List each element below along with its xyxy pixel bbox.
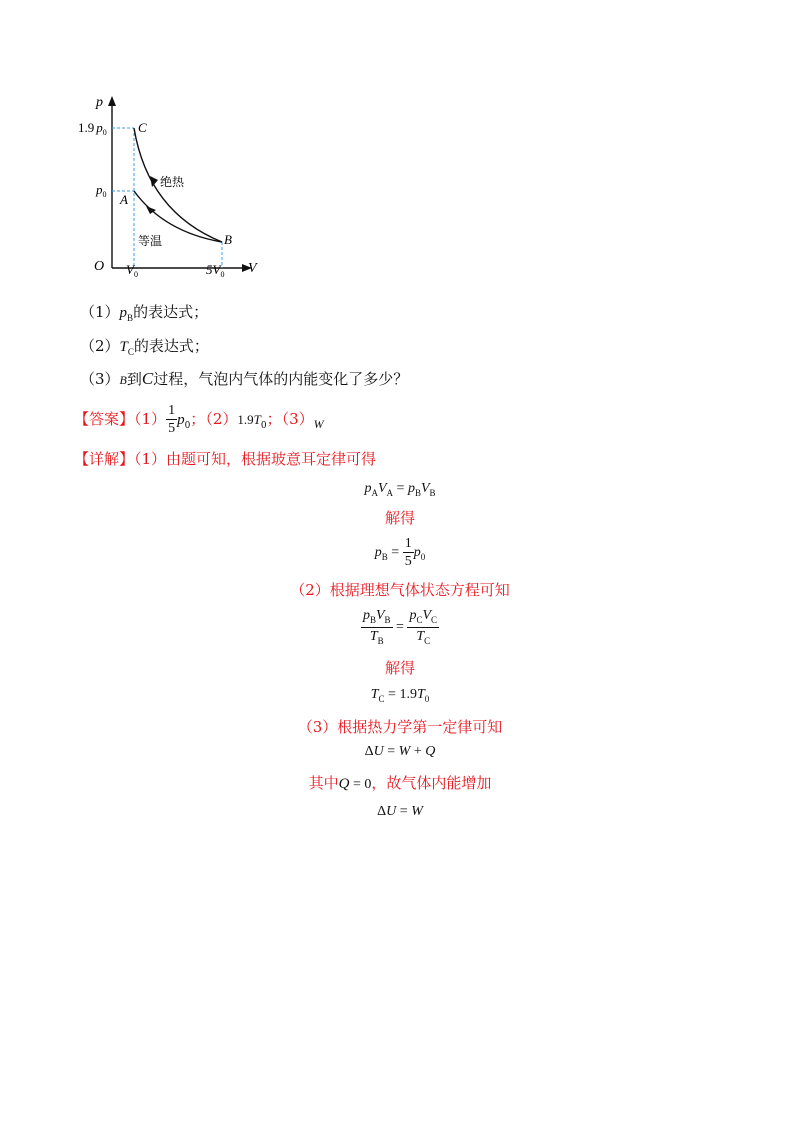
answer-1-frac-num: 1	[166, 403, 177, 420]
eq1-equals: =	[393, 481, 408, 496]
isothermal-label: 等温	[138, 234, 163, 248]
eq3-right-fraction	[407, 608, 439, 647]
question-1-number: （1）	[80, 303, 120, 321]
axis-p-label: p	[96, 95, 103, 110]
answer-sep-2: ；	[266, 409, 282, 428]
tick-1-9p0: 1.9 $p_0$	[78, 120, 107, 137]
answer-2-sub: 0	[260, 420, 267, 431]
question-1-var: p	[119, 305, 128, 321]
answer-part-1: （1）	[134, 409, 167, 428]
answer-part-2: （2）	[205, 409, 238, 428]
eq1-sub-b1: B	[414, 488, 421, 498]
question-1	[80, 301, 208, 323]
answer-line	[74, 403, 324, 437]
question-2	[80, 335, 209, 357]
question-3-from: B	[119, 373, 127, 387]
p-axis-arrow	[108, 96, 116, 106]
eq3-n4: V	[422, 608, 432, 623]
eq3-n3: p	[409, 608, 417, 623]
step4-q: Q	[338, 776, 350, 792]
eq1-p-b: p	[407, 481, 415, 496]
answer-part-3: （3）	[281, 409, 314, 428]
eq3-d2-sub: C	[424, 635, 431, 646]
answer-1-fraction	[166, 403, 177, 437]
answer-2-value: 1.9	[237, 411, 254, 427]
question-3-text: 过程，气泡内气体的内能变化了多少？	[153, 370, 409, 388]
equation-first-law	[0, 744, 800, 760]
answer-1-var: p	[177, 411, 185, 428]
solve-label-1: 解得	[384, 509, 415, 527]
answer-1-sub: 0	[184, 420, 191, 431]
pv-graph	[78, 92, 268, 282]
equation-tc	[0, 687, 800, 704]
eq4-equals: = 1.9	[384, 687, 417, 702]
eq6-u: U	[386, 804, 397, 819]
equation-pb	[0, 536, 800, 570]
question-1-sub: B	[127, 313, 134, 323]
explanation-line-1	[74, 448, 376, 469]
answer-1-frac-den: 5	[168, 421, 176, 437]
equation-ideal-gas	[0, 608, 800, 647]
eq3-n1: p	[362, 608, 370, 623]
answer-label: 【答案】	[74, 409, 135, 428]
eq2-equals: =	[387, 545, 403, 561]
eq3-d2: T	[416, 628, 425, 644]
step4-equals-zero: = 0	[349, 777, 372, 792]
question-3-number: （3）	[80, 370, 120, 388]
point-c-label: C	[138, 120, 147, 135]
eq1-v-b: V	[420, 481, 430, 496]
eq4-lhs: T	[370, 687, 379, 702]
eq5-u: U	[373, 744, 384, 759]
answer-2-var: T	[253, 411, 261, 427]
eq5-equals: =	[383, 744, 399, 759]
equation-boyle	[0, 481, 800, 498]
question-3-to: C	[141, 369, 154, 388]
eq1-sub-a1: A	[371, 488, 378, 498]
eq1-v: V	[377, 481, 387, 496]
question-1-text: 的表达式；	[133, 303, 209, 321]
eq3-n4-sub: C	[431, 615, 438, 625]
question-2-sub: C	[127, 347, 134, 357]
tick-5v0: $5V_0$	[206, 262, 225, 279]
tick-p0: $p_0$	[96, 182, 107, 199]
eq2-rhs: p	[413, 545, 421, 561]
eq3-n1-sub: B	[369, 615, 376, 625]
eq2-fraction	[403, 536, 414, 570]
eq3-left-fraction	[361, 608, 393, 647]
eq3-d1-sub: B	[377, 635, 384, 646]
step4-suffix: ，故气体内能增加	[371, 774, 492, 792]
eq4-lhs-sub: C	[378, 694, 385, 704]
eq4-rhs: T	[416, 687, 425, 702]
point-a-label: A	[120, 192, 128, 207]
eq2-lhs-sub: B	[381, 552, 388, 563]
question-3	[80, 368, 408, 389]
explanation-label: 【详解】	[74, 450, 135, 468]
eq2-num: 1	[403, 536, 414, 553]
eq3-n2: V	[375, 608, 385, 623]
solve-label-2: 解得	[384, 659, 415, 677]
question-2-number: （2）	[80, 337, 120, 355]
eq5-q: Q	[425, 744, 436, 759]
answer-3-value: W	[313, 416, 324, 431]
explanation-step-1: （1）由题可知，根据玻意耳定律可得	[134, 450, 377, 468]
eq2-den: 5	[404, 554, 412, 570]
step4-prefix: 其中	[308, 774, 339, 792]
origin-label: O	[94, 259, 105, 274]
question-2-var: T	[119, 339, 128, 355]
eq3-n2-sub: B	[384, 615, 391, 625]
eq6-delta: Δ	[377, 804, 387, 819]
tick-v0: $V_0$	[126, 262, 138, 279]
eq3-equals: =	[392, 619, 408, 635]
eq2-rhs-sub: 0	[420, 552, 426, 563]
eq4-rhs-sub: 0	[424, 694, 430, 704]
point-b-label: B	[224, 232, 232, 247]
explanation-step-4	[0, 772, 800, 793]
eq1-p: p	[364, 481, 372, 496]
equation-delta-u	[0, 804, 800, 820]
eq5-delta: Δ	[364, 744, 374, 759]
eq1-sub-b2: B	[429, 488, 436, 498]
explanation-step-3: （3）根据热力学第一定律可知	[297, 718, 503, 736]
eq5-w: W	[398, 744, 411, 759]
question-3-mid: 到	[126, 370, 142, 388]
answer-sep-1: ；	[190, 409, 206, 428]
eq3-d1: T	[369, 628, 378, 644]
axis-v-label: V	[248, 261, 257, 276]
question-2-text: 的表达式；	[133, 337, 209, 355]
adiabatic-label: 绝热	[160, 175, 185, 189]
eq2-lhs: p	[374, 545, 382, 561]
eq5-plus: +	[410, 744, 426, 759]
eq3-n3-sub: C	[416, 615, 423, 625]
eq6-w: W	[411, 804, 423, 819]
explanation-step-2: （2）根据理想气体状态方程可知	[290, 581, 510, 599]
eq1-sub-a2: A	[386, 488, 394, 498]
eq6-equals: =	[396, 804, 412, 819]
